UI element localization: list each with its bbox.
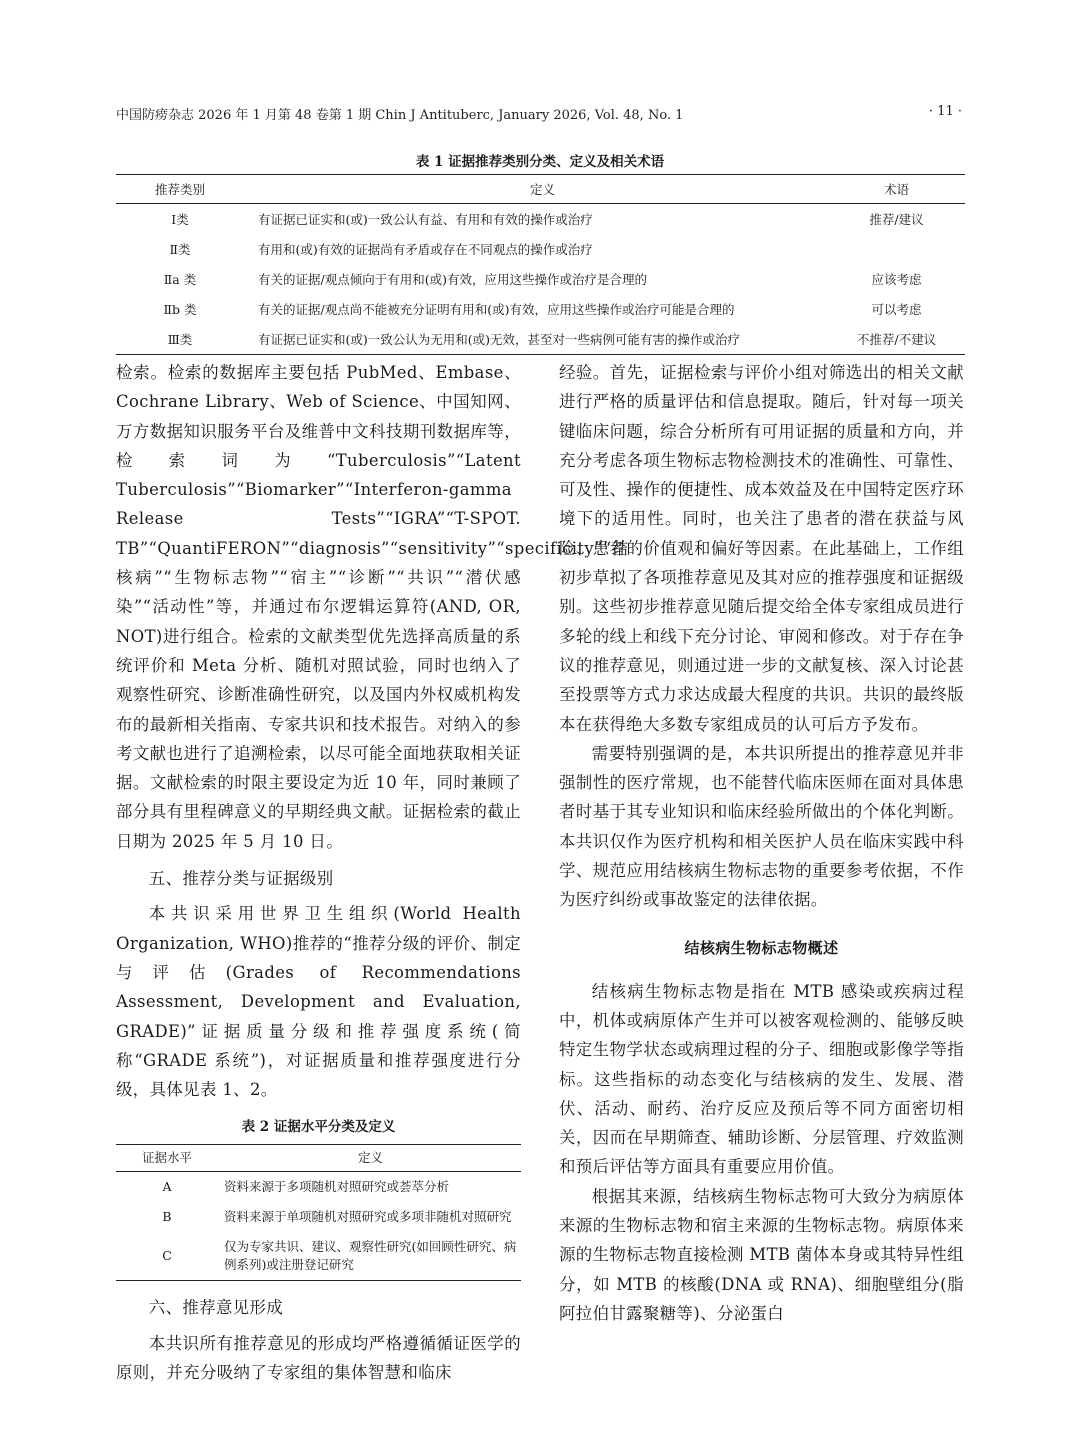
table-row: [116, 294, 965, 324]
table-cell: Ⅲ类: [167, 332, 193, 347]
body-paragraph: 经验。首先，证据检索与评价小组对筛选出的相关文献进行严格的质量评估和信息提取。随后，针对每一项关键临床问题，综合分析所有可用证据的质量和方向，并充分考虑各项生物标志物检测技术的准确性、可靠性、可及性、操作的便捷性、成本效益及在中国特定医疗环境下的适用性。同时，也关注了患者的潜在获益与风险、患者的价值观和偏好等因素。在此基础上，工作组初步草拟了各项推荐意见及其对应的推荐强度和证据级别。这些初步推荐意见随后提交给全体专家组成员进行多轮的线上和线下充分讨论、审阅和修改。对于存在争议的推荐意见，则通过进一步的文献复核、深入讨论甚至投票等方式力求达成最大程度的共识。共识的最终版本在获得绝大多数专家组成员的认可后方予发布。: [559, 363, 964, 734]
table-row: [116, 324, 965, 355]
body-paragraph: 根据其来源，结核病生物标志物可大致分为病原体来源的生物标志物和宿主来源的生物标志物。病原体来源的生物标志物直接检测 MTB 菌体本身或其特异性组分，如 MTB 的核酸(DNA 或 RNA)、细胞壁组分(脂阿拉伯甘露聚糖等)、分泌蛋白: [559, 1186, 964, 1323]
table-cell: 有证据已证实和(或)一致公认有益、有用和有效的操作或治疗: [258, 212, 593, 227]
section-subheading: 六、推荐意见形成: [148, 1298, 284, 1318]
table-cell: Ⅱa 类: [163, 272, 197, 287]
table1: [116, 174, 965, 355]
table-cell: C: [162, 1248, 172, 1264]
table-cell: Ⅱ类: [169, 242, 191, 257]
table2-header: 证据水平: [116, 1145, 218, 1172]
table1-header: 定义: [244, 175, 828, 204]
table-cell: 资料来源于单项随机对照研究或多项非随机对照研究: [224, 1209, 512, 1225]
table-row: [116, 234, 965, 264]
table-cell: 仅为专家共识、建议、观察性研究(如回顾性研究、病例系列)或注册登记研究: [224, 1239, 517, 1273]
table-row: [116, 264, 965, 294]
left-column: [116, 358, 629, 1387]
body-paragraph: 需要特别强调的是，本共识所提出的推荐意见并非强制性的医疗常规，也不能替代临床医师在面对具体患者时基于其专业知识和临床经验所做出的个体化判断。本共识仅作为医疗机构和相关医护人员在临床实践中科学、规范应用结核病生物标志物的重要参考依据，不作为医疗纠纷或事故鉴定的法律依据。: [559, 743, 964, 910]
page-number: · 11 ·: [928, 104, 962, 119]
table-cell: 不推荐/不建议: [856, 332, 937, 347]
section-subheading: 五、推荐分类与证据级别: [148, 869, 334, 889]
table-row: [116, 1232, 521, 1281]
right-column: [559, 358, 964, 1328]
section-heading: 结核病生物标志物概述: [684, 938, 839, 957]
journal-citation: 中国防痨杂志 2026 年 1 月第 48 卷第 1 期 Chin J Antituberc, January 2026, Vol. 48, No. 1: [116, 108, 684, 123]
table2-header: 定义: [218, 1145, 521, 1172]
running-header: [116, 104, 962, 123]
table-cell: B: [162, 1209, 172, 1225]
table-cell: [828, 234, 965, 264]
body-paragraph: 检索。检索的数据库主要包括 PubMed、Embase、Cochrane Library、Web of Science、中国知网、万方数据知识服务平台及维普中文科技期刊数据库等，检索词为“Tuberculosis”“Latent Tuberculosis”“Biomarker”“Interferon-gamma Release Tests”“IGRA”“T-SPOT. TB”“QuantiFERON”“diagnosis”“sensitivity”“specificity”“结核病”“生物标志物”“宿主”“诊断”“共识”“潜伏感染”“活动性”等，并通过布尔逻辑运算符(AND, OR, NOT)进行组合。检索的文献类型优先选择高质量的系统评价和 Meta 分析、随机对照试验，同时也纳入了观察性研究、诊断准确性研究，以及国内外权威机构发布的最新相关指南、专家共识和技术报告。对纳入的参考文献也进行了追溯检索，以尽可能全面地获取相关证据。文献检索的时限主要设定为近 10 年，同时兼顾了部分具有里程碑意义的早期经典文献。证据检索的截止日期为 2025 年 5 月 10 日。: [116, 363, 629, 851]
table-cell: 可以考虑: [871, 302, 922, 317]
table2-caption: 表 2 证据水平分类及定义: [241, 1119, 396, 1136]
table-cell: 有用和(或)有效的证据尚有矛盾或存在不同观点的操作或治疗: [258, 242, 593, 257]
table-cell: 有关的证据/观点尚不能被充分证明有用和(或)有效，应用这些操作或治疗可能是合理的: [258, 302, 735, 317]
table1-header: 推荐类别: [116, 175, 244, 204]
body-paragraph: 结核病生物标志物是指在 MTB 感染或疾病过程中，机体或病原体产生并可以被客观检测的、能够反映特定生物学状态或病理过程的分子、细胞或影像学等指标。这些指标的动态变化与结核病的发生、发展、潜伏、活动、耐药、治疗反应及预后等不同方面密切相关，因而在早期筛查、辅助诊断、分层管理、疗效监测和预后评估等方面具有重要应用价值。: [559, 981, 964, 1177]
table1-caption: 表 1 证据推荐类别分类、定义及相关术语: [415, 154, 665, 170]
table-cell: 有证据已证实和(或)一致公认为无用和(或)无效，甚至对一些病例可能有害的操作或治疗: [258, 332, 741, 347]
table-cell: Ⅰ类: [171, 212, 189, 227]
table-cell: Ⅱb 类: [163, 302, 197, 317]
table1-header: 术语: [828, 175, 965, 204]
table-cell: 应该考虑: [871, 272, 922, 287]
table-cell: 推荐/建议: [869, 212, 924, 227]
table-row: [116, 204, 965, 235]
body-paragraph: 本共识采用世界卫生组织(World Health Organization, WHO)推荐的“推荐分级的评价、制定与评估(Grades of Recommendations Assessment, Development and Evaluation, GRADE)”证据质量分级和推荐强度系统(简称“GRADE 系统”)，对证据质量和推荐强度进行分级，具体见表 1、2。: [116, 904, 521, 1100]
table-cell: 有关的证据/观点倾向于有用和(或)有效，应用这些操作或治疗是合理的: [258, 272, 647, 287]
table-row: [116, 1202, 521, 1232]
table-cell: 资料来源于多项随机对照研究或荟萃分析: [224, 1179, 450, 1195]
body-paragraph: 本共识所有推荐意见的形成均严格遵循循证医学的原则，并充分吸纳了专家组的集体智慧和临床: [116, 1333, 521, 1383]
table2: [116, 1144, 521, 1281]
table-cell: A: [162, 1179, 172, 1195]
table-row: [116, 1172, 521, 1203]
